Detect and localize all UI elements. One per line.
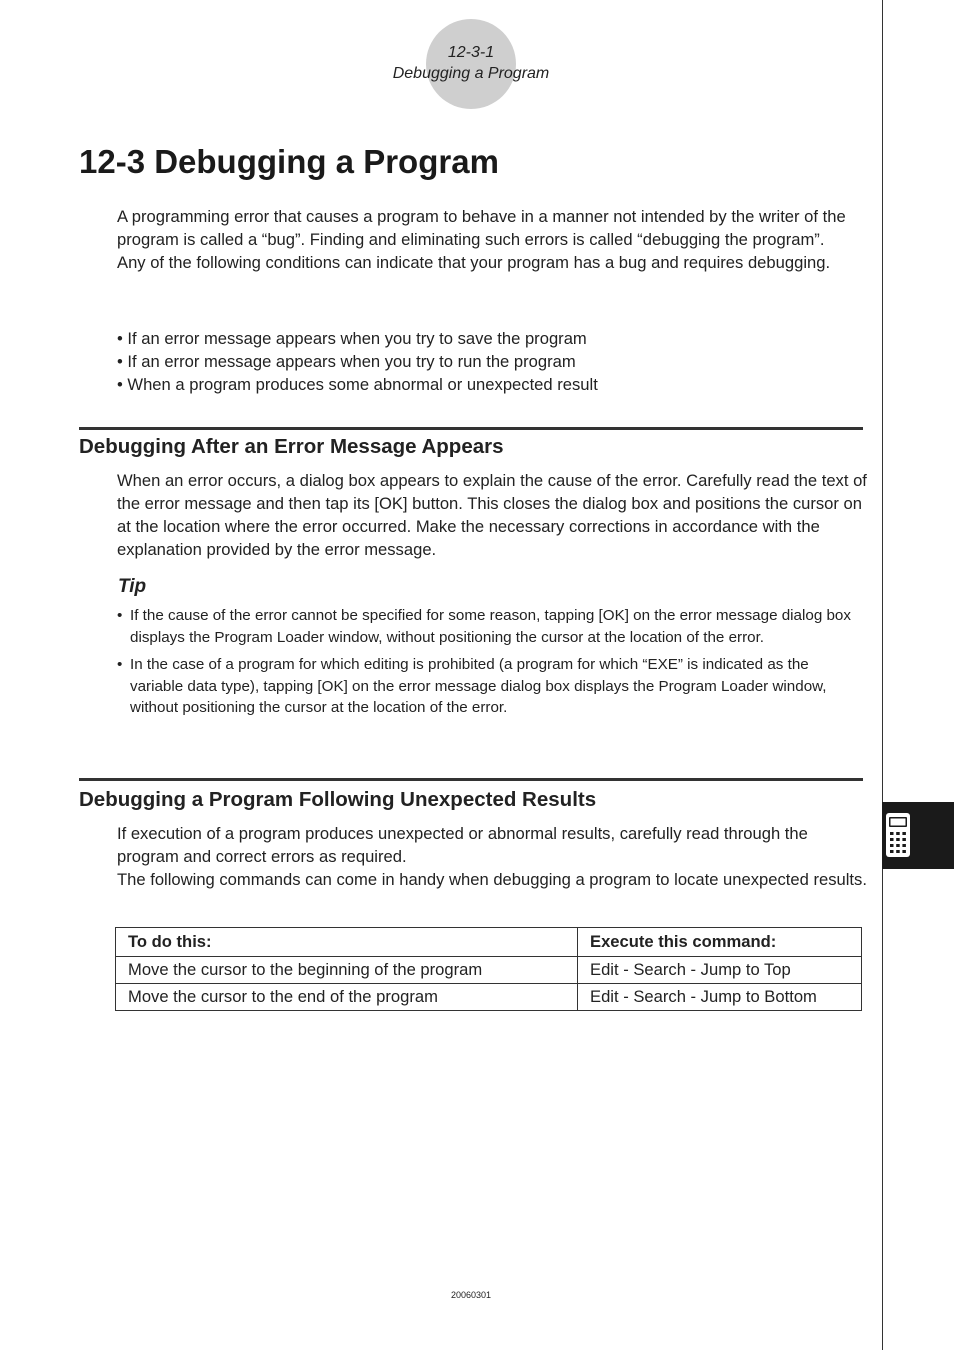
section2-text xyxy=(117,822,867,891)
table-header-cell: To do this: xyxy=(116,928,578,957)
table-row xyxy=(116,957,862,984)
condition-list xyxy=(117,327,867,396)
section-divider xyxy=(79,778,863,781)
tip-label: Tip xyxy=(118,576,147,597)
chapter-side-tab xyxy=(882,802,954,869)
tip-list xyxy=(117,605,862,725)
table-cell: Edit - Search - Jump to Top xyxy=(578,957,862,984)
header-circle xyxy=(426,19,516,109)
footer-code: 20060301 xyxy=(450,1290,492,1300)
calculator-icon xyxy=(882,802,954,869)
list-item: • When a program produces some abnormal or unexpected result xyxy=(117,375,598,394)
list-item: • If an error message appears when you try to run the program xyxy=(117,352,576,371)
intro-paragraph-1: A programming error that causes a program to behave in a manner not intended by the writer of the program is called a “bug”. Finding and eliminating such errors is called “debugging the program”. xyxy=(117,207,846,249)
table-cell: Move the cursor to the end of the program xyxy=(116,984,578,1011)
section-heading-error-message: Debugging After an Error Message Appears xyxy=(79,435,504,458)
intro-text xyxy=(117,205,867,274)
header-page-number: 12-3-1 xyxy=(447,44,495,61)
list-item: • In the case of a program for which editing is prohibited (a program for which “EXE” is indicated as the variable data type), tapping [OK] on the error message dialog box displays the Program Loader window, without positioning the cursor at the location of the error. xyxy=(117,654,862,719)
table-cell: Edit - Search - Jump to Bottom xyxy=(578,984,862,1011)
table-row xyxy=(116,984,862,1011)
section-heading-unexpected-results: Debugging a Program Following Unexpected Results xyxy=(79,788,597,811)
table-header-cell: Execute this command: xyxy=(578,928,862,957)
section-divider xyxy=(79,427,863,430)
page-margin-rule xyxy=(882,0,883,1350)
table-cell: Move the cursor to the beginning of the program xyxy=(116,957,578,984)
section1-text xyxy=(117,469,867,561)
section2-paragraph-2: The following commands can come in handy when debugging a program to locate unexpected results. xyxy=(117,870,867,889)
list-item: • If an error message appears when you try to save the program xyxy=(117,329,587,348)
table-header-row xyxy=(116,928,862,957)
header-running-title: Debugging a Program xyxy=(392,65,550,82)
intro-paragraph-2: Any of the following conditions can indicate that your program has a bug and requires debugging. xyxy=(117,253,831,272)
chapter-title: 12-3 Debugging a Program xyxy=(79,143,499,180)
command-table xyxy=(115,927,862,1011)
section2-paragraph-1: If execution of a program produces unexpected or abnormal results, carefully read through the program and correct errors as required. xyxy=(117,824,808,866)
list-item: • If the cause of the error cannot be specified for some reason, tapping [OK] on the error message dialog box displays the Program Loader window, without positioning the cursor at the location of the error. xyxy=(117,605,862,648)
section1-paragraph: When an error occurs, a dialog box appears to explain the cause of the error. Carefully read the text of the error message and then tap its [OK] button. This closes the dialog box and positions the cursor on at the location where the error occurred. Make the necessary corrections in accordance with the explanation provided by the error message. xyxy=(117,471,867,559)
